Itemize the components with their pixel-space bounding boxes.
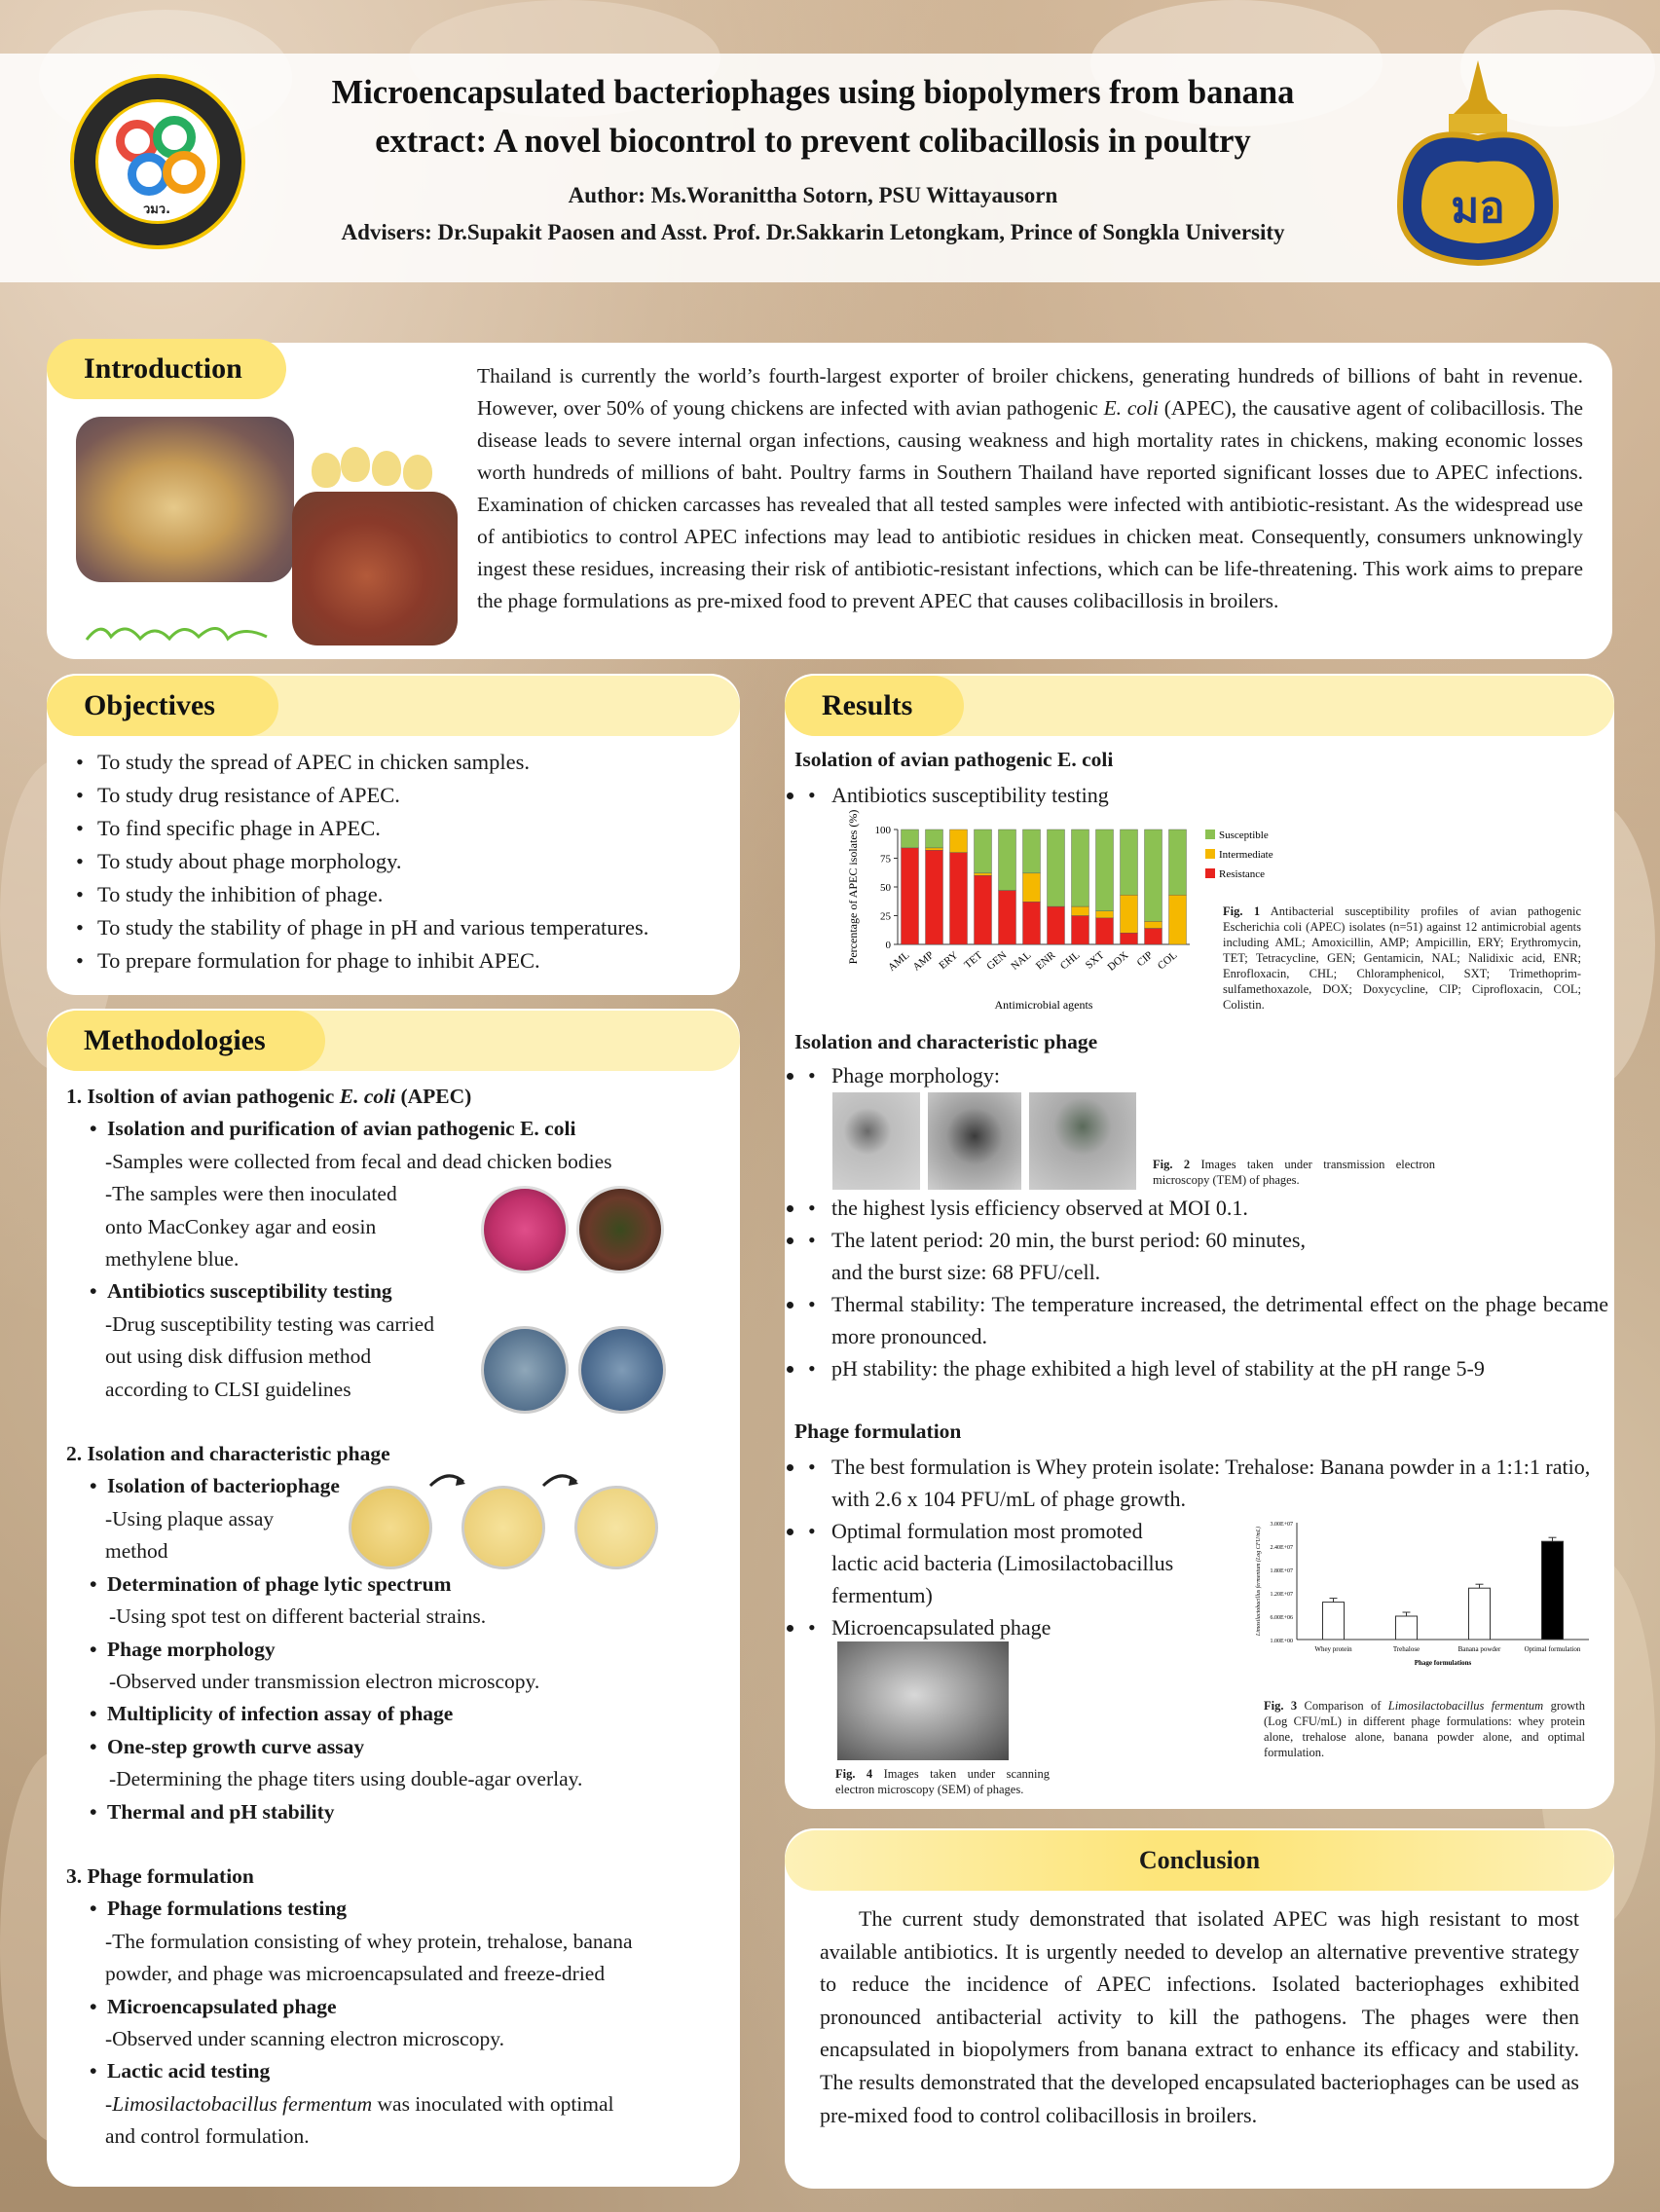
y-tick-label: 2.40E+07 (1270, 1545, 1293, 1551)
method-section-3-title: 3. Phage formulation (66, 1863, 254, 1888)
arrow-icon (428, 1468, 467, 1492)
bar-segment (1096, 830, 1114, 911)
tem-phage-image-2 (928, 1092, 1021, 1190)
bar-segment (926, 830, 943, 848)
method-description: -Samples were collected from fecal and dead chicken bodies (105, 1149, 612, 1173)
legend-swatch (1205, 849, 1215, 859)
methodologies-heading: Methodologies (47, 1011, 325, 1071)
bar-segment (1145, 830, 1162, 921)
bar (1396, 1616, 1418, 1640)
method-subitem: • Multiplicity of infection assay of phage (66, 1698, 748, 1730)
result-bullet: • • Antibiotics susceptibility testing (806, 779, 1585, 811)
x-tick-label: SXT (1083, 949, 1107, 972)
method-subitem: • Phage morphology (66, 1634, 748, 1666)
y-tick-label: 1.80E+07 (1270, 1568, 1293, 1574)
bar-segment (1121, 830, 1138, 895)
bar-segment (950, 853, 968, 944)
fig3-caption: Fig. 3 Comparison of Limosilactobacillus fermentum growth (Log CFU/mL) in different phage formulations: whey protein alone, trehalose alone, banana powder alone, and optimal formulation. (1264, 1699, 1585, 1759)
method-description: onto MacConkey agar and eosin (105, 1214, 377, 1238)
objectives-list (76, 746, 748, 977)
antibiotic-susceptibility-chart (835, 809, 1273, 1022)
fig1-caption: Fig. 1 Antibacterial susceptibility profiles of avian pathogenic Escherichia coli (APEC) isolates (n=51) against 12 antimicrobial agents including AML; Amoxicillin, AMP; Ampicillin, ERY; Erythromycin, TET; Tetracycline, GEN; Gentamicin, NAL; Nalidixic acid, ENR; Enrofloxacin, CHL; Chloramphenicol, SXT; Trimethoprim-sulfamethoxazole, DOX; Doxycycline, CIP; Ciprofloxacin, COL; Colistin. (1223, 904, 1582, 1012)
results-subheading: Isolation and characteristic phage (794, 1030, 1098, 1053)
method-description: method (105, 1539, 168, 1564)
results-list (806, 779, 1585, 811)
plaque-assay-plate-photo-2 (461, 1486, 545, 1569)
bar (1323, 1603, 1345, 1640)
introduction-text: Thailand is currently the world’s fourth-largest exporter of broiler chickens, generating hundreds of billions of baht in revenue. However, over 50% of young chickens are infected with avian pathogenic E. coli (APEC), the causative agent of colibacillosis. The disease leads to severe internal organ infections, causing weakness and high mortality rates in chickens, making economic losses worth hundreds of millions of baht. Poultry farms in Southern Thailand have reported significant losses due to APEC infections. Examination of chicken carcasses has revealed that all tested samples were infected with antibiotic-resistant. As the widespread use of antibiotics to control APEC infections may lead to antibiotic residues in chicken meat. Consequently, consumers unknowingly ingest these residues, increasing their risk of antibiotic-resistant infections, which can be life-threatening. This work aims to prepare the phage formulations as pre-mixed food to prevent APEC that causes colibacillosis in broilers. (477, 364, 1583, 612)
bar-segment (950, 830, 968, 853)
right-logo-text: มอ (1451, 183, 1505, 233)
legend-swatch (1205, 868, 1215, 878)
y-tick-label: 1.20E+07 (1270, 1592, 1293, 1598)
results-list (806, 1192, 1608, 1384)
bar-segment (999, 891, 1016, 944)
sem-phage-image (837, 1641, 1009, 1760)
method-subitem: • Isolation of bacteriophage (66, 1470, 748, 1502)
x-tick-label: Whey protein (1314, 1645, 1352, 1653)
plaque-assay-plate-photo-1 (349, 1486, 432, 1569)
author-line: Author: Ms.Woranittha Sotorn, PSU Wittayausorn (568, 183, 1058, 207)
method-description: -Observed under transmission electron microscopy. (109, 1669, 540, 1693)
method-description: -Observed under scanning electron microscopy. (105, 2026, 504, 2050)
result-bullet: • • pH stability: the phage exhibited a high level of stability at the pH range 5-9 (806, 1352, 1608, 1384)
bar-segment (1048, 830, 1065, 906)
bar (1542, 1541, 1564, 1640)
objective-item: • To find specific phage in APEC. (76, 812, 748, 845)
fig4-caption: Fig. 4 Images taken under scanning electron microscopy (SEM) of phages. (835, 1767, 1051, 1796)
disk-diffusion-plate-photo-2 (578, 1326, 666, 1414)
bar-segment (1096, 918, 1114, 944)
bar-segment (1096, 911, 1114, 918)
introduction-heading: Introduction (47, 339, 286, 399)
x-tick-label: Optimal formulation (1524, 1645, 1581, 1653)
method-description: -Determining the phage titers using double-agar overlay. (109, 1767, 583, 1791)
arrow-icon (541, 1468, 580, 1492)
x-axis-label: Phage formulations (1414, 1659, 1472, 1667)
x-tick-label: AMP (910, 949, 937, 974)
x-tick-label: Banana powder (1457, 1645, 1501, 1653)
bar-segment (1145, 921, 1162, 928)
result-bullet: • • the highest lysis efficiency observed at MOI 0.1. (806, 1192, 1608, 1224)
bar-segment (1169, 830, 1187, 895)
conclusion-text: The current study demonstrated that isolated APEC was high resistant to most available antibiotics. It is urgently needed to develop an alternative preventive strategy to reduce the incidence of APEC infections. Isolated bacteriophages exhibited pronounced antibacterial activity to kill the pathogens. The phages were then encapsulated in biopolymers from banana extract to enhance its efficacy and stability. The results demonstrated that the developed encapsulated bacteriophages can be used as pre-mixed food to control colibacillosis in broilers. (820, 1906, 1579, 2127)
bar-segment (1023, 902, 1041, 944)
bar-segment (1121, 933, 1138, 944)
method-description: methylene blue. (105, 1247, 240, 1272)
bar-segment (1145, 928, 1162, 944)
bar-segment (1048, 906, 1065, 944)
bar-segment (1072, 906, 1089, 915)
x-tick-label: ERY (937, 949, 961, 973)
emb-agar-plate-photo (576, 1186, 664, 1273)
method-subitem: • Microencapsulated phage (66, 1991, 748, 2023)
result-bullet: • • Phage morphology: (806, 1059, 1585, 1091)
legend-label: Resistance (1219, 868, 1266, 880)
method-section-1-title: 1. Isoltion of avian pathogenic E. coli (APEC) (66, 1085, 472, 1108)
objective-item: • To study drug resistance of APEC. (76, 779, 748, 812)
left-logo-text: วมว. (142, 203, 171, 217)
result-bullet: • • Thermal stability: The temperature increased, the detrimental effect on the phage became more pronounced. (806, 1288, 1608, 1352)
y-tick-label: 100 (874, 825, 891, 836)
x-tick-label: TET (962, 949, 985, 972)
bar (1469, 1588, 1491, 1640)
fig2-caption: Fig. 2 Images taken under transmission electron microscopy (TEM) of phages. (1153, 1158, 1436, 1187)
legend-label: Susceptible (1219, 830, 1269, 841)
x-tick-label: ENR (1033, 949, 1058, 973)
objective-item: • To study the spread of APEC in chicken samples. (76, 746, 748, 779)
bar-segment (1121, 895, 1138, 933)
method-description: -Using spot test on different bacterial strains. (109, 1604, 487, 1629)
results-subheading: Isolation of avian pathogenic E. coli (794, 748, 1114, 771)
y-tick-label: 75 (880, 853, 891, 866)
x-tick-label: COL (1155, 949, 1180, 973)
method-section-2-title: 2. Isolation and characteristic phage (66, 1442, 390, 1466)
bar-segment (926, 848, 943, 850)
y-tick-label: 1.00E+00 (1270, 1639, 1293, 1644)
method-description: according to CLSI guidelines (105, 1377, 351, 1401)
x-tick-label: AML (885, 949, 912, 975)
disk-diffusion-plate-photo-1 (481, 1326, 569, 1414)
objectives-heading: Objectives (47, 676, 278, 736)
method-description: and control formulation. (105, 2124, 310, 2149)
x-tick-label: CHL (1057, 949, 1083, 973)
method-subitem: • Phage formulations testing (66, 1893, 748, 1925)
intro-chicken-organs-photo (292, 492, 458, 645)
method-description: -The samples were then inoculated (105, 1182, 397, 1206)
institution-logo-left (70, 74, 245, 249)
objective-item: • To study the stability of phage in pH and various temperatures. (76, 911, 748, 944)
lactic-acid-bacteria-growth-chart (1252, 1515, 1603, 1690)
x-axis-label: Antimicrobial agents (994, 998, 1093, 1012)
results-list (806, 1059, 1585, 1091)
results-heading: Results (785, 676, 964, 736)
results-subheading: Phage formulation (794, 1419, 962, 1443)
y-tick-label: 3.00E+07 (1270, 1522, 1293, 1528)
result-bullet: • • The latent period: 20 min, the burst period: 60 minutes, and the burst size: 68 PFU/cell. (806, 1224, 1608, 1288)
method-description: out using disk diffusion method (105, 1345, 372, 1369)
method-subitem: • Determination of phage lytic spectrum (66, 1568, 748, 1601)
conclusion-heading: Conclusion (1138, 1846, 1261, 1874)
objective-item: • To study about phage morphology. (76, 845, 748, 878)
x-tick-label: NAL (1009, 949, 1034, 973)
legend-label: Intermediate (1219, 849, 1273, 861)
chicks-illustration (312, 443, 438, 494)
method-subitem: • Isolation and purification of avian pathogenic E. coli (66, 1113, 748, 1145)
sprouts-decoration (82, 615, 277, 645)
bar-segment (1072, 830, 1089, 906)
bar-segment (1023, 830, 1041, 873)
bar-segment (926, 850, 943, 944)
method-description: -Drug susceptibility testing was carried (105, 1311, 434, 1336)
result-bullet: • • Optimal formulation most promoted lactic acid bacteria (Limosilactobacillus fermentum) (806, 1515, 1608, 1611)
method-subitem: • Antibiotics susceptibility testing (66, 1275, 748, 1308)
y-tick-label: 6.00E+06 (1270, 1615, 1293, 1621)
objective-item: • To prepare formulation for phage to inhibit APEC. (76, 944, 748, 977)
bar-segment (1072, 916, 1089, 945)
method-description: -Using plaque assay (105, 1506, 275, 1530)
y-tick-label: 50 (880, 882, 891, 894)
bar-segment (1169, 895, 1187, 944)
y-tick-label: 0 (885, 940, 891, 951)
tem-phage-image-3 (1029, 1092, 1136, 1190)
advisers-line: Advisers: Dr.Supakit Paosen and Asst. Prof. Dr.Sakkarin Letongkam, Prince of Songkla University (341, 220, 1285, 244)
x-tick-label: Trehalose (1392, 1645, 1420, 1653)
title-line-1: Microencapsulated bacteriophages using biopolymers from banana (331, 74, 1295, 111)
bar-segment (999, 830, 1016, 891)
poster-title (263, 68, 1363, 166)
method-description: -Limosilactobacillus fermentum was inoculated with optimal (105, 2091, 614, 2116)
objective-item: • To study the inhibition of phage. (76, 878, 748, 911)
legend-swatch (1205, 830, 1215, 839)
bar-segment (902, 830, 919, 848)
intro-chicken-carcass-photo (76, 417, 294, 582)
method-description: -The formulation consisting of whey protein, trehalose, banana (105, 1929, 633, 1953)
method-description: powder, and phage was microencapsulated and freeze-dried (105, 1962, 606, 1986)
y-axis-label: Limosilactobacillus fermentum (Log CFU/mL) (1256, 1526, 1262, 1637)
y-axis-label: Percentage of APEC isolates (%) (846, 809, 860, 965)
method-subitem: • Lactic acid testing (66, 2055, 748, 2087)
bar-segment (975, 830, 992, 873)
plaque-assay-plate-photo-3 (574, 1486, 658, 1569)
bar-segment (1023, 873, 1041, 902)
method-subitem: • Thermal and pH stability (66, 1796, 748, 1828)
macconkey-agar-plate-photo (481, 1186, 569, 1273)
bar-segment (975, 873, 992, 875)
bar-segment (975, 875, 992, 944)
title-line-2: extract: A novel biocontrol to prevent colibacillosis in poultry (375, 123, 1251, 160)
x-tick-label: GEN (984, 949, 1010, 973)
result-bullet: • • The best formulation is Whey protein isolate: Trehalose: Banana powder in a 1:1:1 ratio, with 2.6 x 104 PFU/mL of phage growth. (806, 1451, 1608, 1515)
y-tick-label: 25 (880, 910, 891, 923)
tem-phage-image-1 (832, 1092, 920, 1190)
bar-segment (902, 848, 919, 944)
result-bullet: • • Microencapsulated phage (806, 1611, 1608, 1643)
x-tick-label: DOX (1105, 949, 1131, 974)
method-subitem: • One-step growth curve assay (66, 1731, 748, 1763)
x-tick-label: CIP (1134, 949, 1156, 970)
